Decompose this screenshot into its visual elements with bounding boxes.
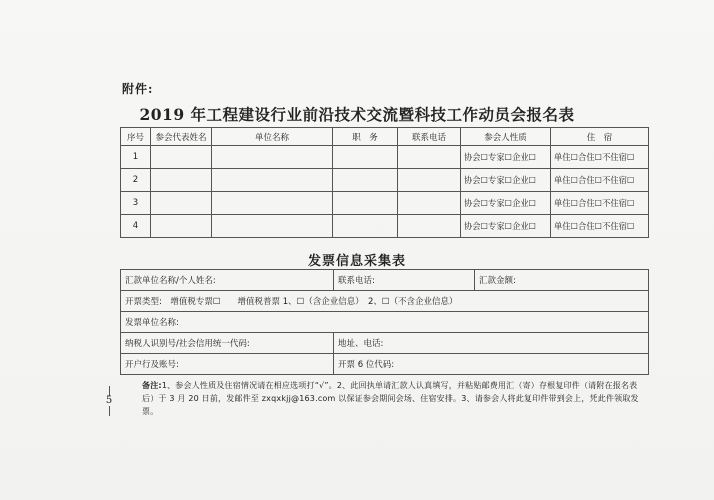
table-header-row bbox=[121, 128, 649, 146]
lodging-options[interactable]: 单住☐合住☐不住宿☐ bbox=[551, 192, 649, 215]
address-field[interactable]: 地址、电话: bbox=[334, 333, 649, 354]
unit-cell[interactable] bbox=[212, 169, 333, 192]
table-row bbox=[121, 169, 649, 192]
header-name: 参会代表姓名 bbox=[151, 128, 212, 146]
header-phone: 联系电话 bbox=[398, 128, 461, 146]
name-cell[interactable] bbox=[151, 215, 212, 238]
remarks bbox=[142, 379, 647, 418]
invoice-title: 发票信息采集表 bbox=[307, 254, 406, 269]
attachment-label: 附件: bbox=[122, 82, 154, 96]
name-cell[interactable] bbox=[151, 146, 212, 169]
table-row bbox=[121, 291, 649, 312]
lodging-options[interactable]: 单住☐合住☐不住宿☐ bbox=[551, 146, 649, 169]
row-no: 3 bbox=[121, 192, 151, 215]
table-row bbox=[121, 354, 649, 375]
page-number bbox=[102, 386, 116, 416]
table-row bbox=[121, 215, 649, 238]
nature-options[interactable]: 协会☐专家☐企业☐ bbox=[461, 215, 551, 238]
table-row bbox=[121, 312, 649, 333]
unit-cell[interactable] bbox=[212, 146, 333, 169]
table-row bbox=[121, 333, 649, 354]
name-cell[interactable] bbox=[151, 169, 212, 192]
form-title: 2019 年工程建设行业前沿技术交流暨科技工作动员会报名表 bbox=[139, 105, 575, 124]
invoice-code-field[interactable]: 开票 6 位代码: bbox=[334, 354, 649, 375]
remarks-text: 1、参会人性质及住宿情况请在相应选项打“√”。2、此回执单请汇款人认真填写，并粘贴邮费用汇（寄）存根复印件（请附在报名表后）于 3 月 20 日前，发邮件至 zxqxkjj@163.com 以保证参会期间会场、住宿安排。3、请参会人将此复印件带到会上，凭此件领取发票。 bbox=[142, 381, 639, 416]
lodging-options[interactable]: 单住☐合住☐不住宿☐ bbox=[551, 169, 649, 192]
payer-field[interactable]: 汇款单位名称/个人姓名: bbox=[121, 270, 334, 291]
page-number-text: 5 bbox=[105, 395, 113, 406]
header-lodging: 住 宿 bbox=[551, 128, 649, 146]
nature-options[interactable]: 协会☐专家☐企业☐ bbox=[461, 146, 551, 169]
bank-field[interactable]: 开户行及账号: bbox=[121, 354, 334, 375]
invoice-table bbox=[120, 269, 649, 375]
table-row bbox=[121, 146, 649, 169]
nature-options[interactable]: 协会☐专家☐企业☐ bbox=[461, 192, 551, 215]
nature-options[interactable]: 协会☐专家☐企业☐ bbox=[461, 169, 551, 192]
table-row bbox=[121, 270, 649, 291]
taxid-field[interactable]: 纳税人识别号/社会信用统一代码: bbox=[121, 333, 334, 354]
position-cell[interactable] bbox=[333, 215, 398, 238]
phone-cell[interactable] bbox=[398, 192, 461, 215]
header-nature: 参会人性质 bbox=[461, 128, 551, 146]
phone-cell[interactable] bbox=[398, 169, 461, 192]
phone-cell[interactable] bbox=[398, 215, 461, 238]
remarks-label: 备注: bbox=[142, 381, 162, 390]
position-cell[interactable] bbox=[333, 169, 398, 192]
phone-cell[interactable] bbox=[398, 146, 461, 169]
name-cell[interactable] bbox=[151, 192, 212, 215]
issuer-field[interactable]: 发票单位名称: bbox=[121, 312, 649, 333]
header-unit: 单位名称 bbox=[212, 128, 333, 146]
row-no: 2 bbox=[121, 169, 151, 192]
amount-field[interactable]: 汇款金额: bbox=[475, 270, 649, 291]
invoice-type-field[interactable]: 开票类型: 增值税专票☐ 增值税普票 1、☐（含企业信息） 2、☐（不含企业信息） bbox=[121, 291, 649, 312]
unit-cell[interactable] bbox=[212, 192, 333, 215]
table-row bbox=[121, 192, 649, 215]
phone-field[interactable]: 联系电话: bbox=[334, 270, 475, 291]
header-position: 职 务 bbox=[333, 128, 398, 146]
position-cell[interactable] bbox=[333, 146, 398, 169]
page-dash-bottom bbox=[109, 406, 110, 416]
position-cell[interactable] bbox=[333, 192, 398, 215]
unit-cell[interactable] bbox=[212, 215, 333, 238]
registration-table bbox=[120, 127, 649, 238]
header-no: 序号 bbox=[121, 128, 151, 146]
row-no: 4 bbox=[121, 215, 151, 238]
lodging-options[interactable]: 单住☐合住☐不住宿☐ bbox=[551, 215, 649, 238]
row-no: 1 bbox=[121, 146, 151, 169]
